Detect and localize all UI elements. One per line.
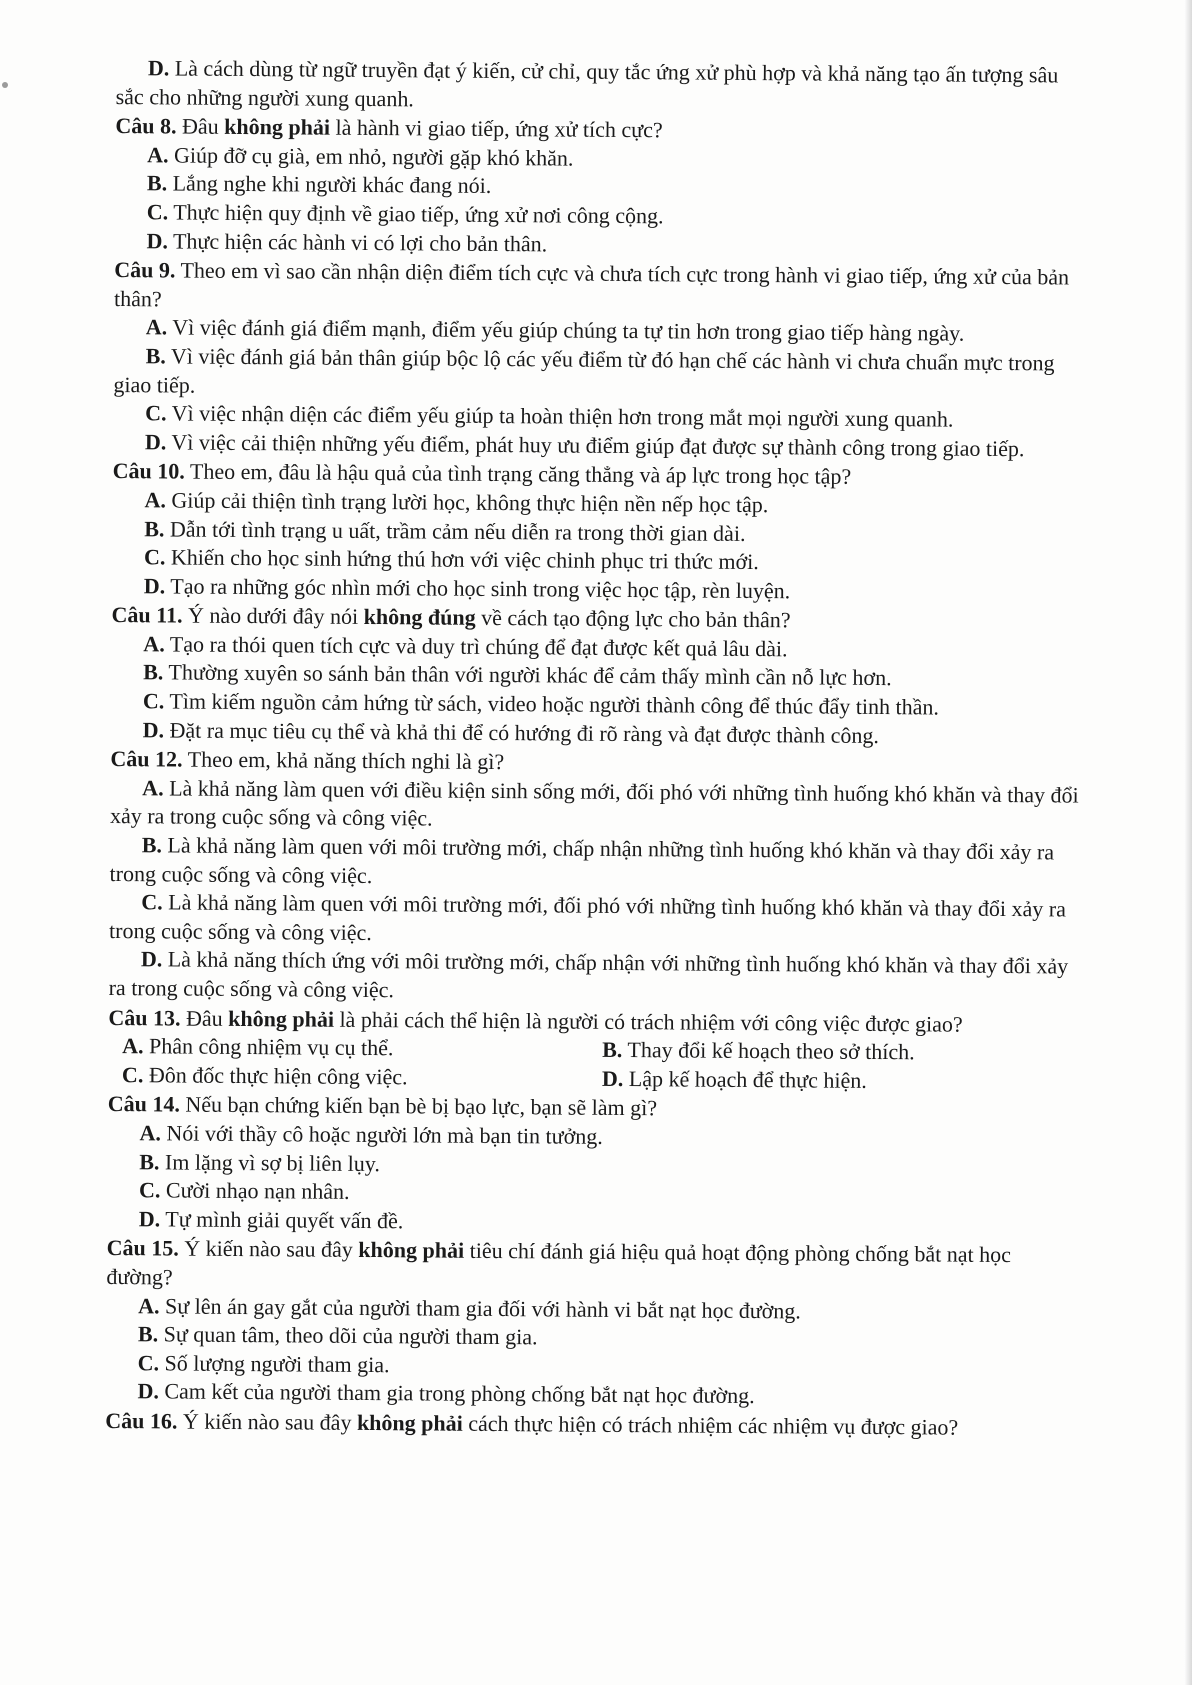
option-text: Lắng nghe khi người khác đang nói.	[167, 170, 492, 199]
option-text: Thường xuyên so sánh bản thân với người khác để cảm thấy mình cần nỗ lực hơn.	[163, 659, 892, 691]
question-label: Câu 10.	[112, 458, 185, 484]
question-label: Câu 13.	[108, 1004, 181, 1031]
question-label: Câu 16.	[105, 1407, 178, 1434]
option-letter: A.	[139, 1120, 162, 1146]
question-text-end: là phải cách thể hiện là người có trách nhiệm với công việc được giao?	[333, 1006, 963, 1037]
option-letter: D.	[147, 55, 170, 81]
option-text: Là khả năng làm quen với môi trường mới, đối phó với những tình huống khó khăn và thay đổi xảy ra trong cuộc sống và công việc.	[109, 889, 1067, 945]
option-text: Tìm kiếm nguồn cảm hứng từ sách, video hoặc người thành công để thúc đẩy tinh thần.	[164, 688, 940, 720]
option-text: Vì việc nhận diện các điểm yếu giúp ta hoàn thiện hơn trong mắt mọi người xung quanh.	[166, 400, 954, 432]
question-text-end: tiêu chí đánh giá hiệu quả hoạt động phòng chống bắt nạt học đường?	[106, 1238, 1012, 1290]
answer-option	[109, 888, 1079, 953]
answer-options	[114, 141, 1085, 263]
option-text: Khiến cho học sinh hứng thú hơn với việc chinh phục tri thức mới.	[165, 544, 759, 575]
answer-options	[113, 313, 1084, 464]
option-letter: D.	[143, 572, 166, 599]
question-emphasis: không đúng	[363, 604, 476, 631]
option-letter: C.	[141, 889, 163, 915]
question-text: Ý kiến nào sau đây	[178, 1235, 359, 1263]
question-label: Câu 12.	[110, 746, 183, 772]
option-text: Vì việc đánh giá bản thân giúp bộc lộ các yếu điểm từ đó hạn chế các hành vi chưa chuẩn mực trong giao tiếp.	[113, 343, 1055, 398]
option-text: Cười nhạo nạn nhân.	[160, 1177, 350, 1205]
option-letter: B.	[146, 170, 168, 196]
option-text: Thực hiện các hành vi có lợi cho bản thân.	[167, 227, 548, 256]
question-text: Theo em, đâu là hậu quả của tình trạng căng thẳng và áp lực trong học tập?	[184, 458, 852, 490]
option-letter: A.	[143, 631, 165, 657]
answer-options	[105, 1291, 1076, 1413]
option-text: Vì việc đánh giá điểm mạnh, điểm yếu giúp chúng ta tự tin hơn trong giao tiếp hàng ngày.	[167, 314, 965, 347]
option-text: Tạo ra những góc nhìn mới cho học sinh trong việc học tập, rèn luyện.	[165, 573, 791, 603]
question-text-end: về cách tạo động lực cho bản thân?	[475, 605, 791, 633]
answer-options	[112, 486, 1083, 608]
exam-content	[105, 54, 1086, 1443]
question-emphasis: không phải	[228, 1005, 335, 1032]
option-letter: A.	[138, 1292, 160, 1318]
option-text: Nói với thầy cô hoặc người lớn mà bạn tin tưởng.	[160, 1120, 603, 1149]
question-list	[105, 112, 1085, 1443]
option-text: Sự quan tâm, theo dõi của người tham gia.	[158, 1321, 538, 1350]
option-letter: B.	[143, 659, 164, 685]
answer-option	[110, 774, 1080, 839]
continued-option-d	[116, 54, 1086, 119]
question-10	[112, 457, 1083, 608]
question-label: Câu 9.	[114, 257, 176, 283]
option-letter: A.	[142, 775, 164, 801]
question-stem	[114, 256, 1084, 321]
option-text: Cam kết của người tham gia trong phòng chống bắt nạt học đường.	[158, 1378, 755, 1409]
question-8	[114, 112, 1085, 263]
answer-option	[122, 1032, 602, 1064]
option-text: Lập kế hoạch để thực hiện.	[623, 1065, 867, 1093]
option-text: Thực hiện quy định về giao tiếp, ứng xử nơi công cộng.	[168, 199, 664, 229]
option-letter: D.	[601, 1065, 624, 1091]
option-text: Là cách dùng từ ngữ truyền đạt ý kiến, cử chỉ, quy tắc ứng xử phù hợp và khả năng tạo ấn tượng sâu sắc cho những người xung quanh.	[115, 55, 1059, 111]
question-text: Đâu	[180, 1005, 229, 1031]
question-text: Theo em vì sao cần nhận diện điểm tích cực và chưa tích cực trong hành vi giao tiếp, ứng xử của bản thân?	[113, 257, 1070, 312]
option-letter: B.	[137, 1321, 159, 1347]
option-text: Là khả năng làm quen với môi trường mới, chấp nhận những tình huống khó khăn và thay đổi xảy ra trong cuộc sống và công việc.	[109, 832, 1055, 888]
page-edge-shadow	[1184, 0, 1192, 1685]
answer-option	[602, 1065, 1082, 1097]
option-text: Là khả năng thích ứng với môi trường mới, chấp nhận với những tình huống khó khăn và thay đổi xảy ra trong cuộc sống và công việc.	[108, 946, 1069, 1003]
question-label: Câu 14.	[107, 1091, 180, 1117]
option-text: Đôn đốc thực hiện công việc.	[143, 1062, 408, 1090]
option-letter: D.	[144, 428, 167, 455]
question-11	[111, 601, 1082, 752]
answer-options	[107, 1119, 1078, 1241]
option-letter: D.	[137, 1378, 159, 1404]
question-text: Ý kiến nào sau đây	[177, 1408, 358, 1435]
question-label: Câu 11.	[111, 602, 183, 628]
option-letter: C.	[137, 1349, 160, 1376]
question-emphasis: không phải	[358, 1237, 465, 1264]
option-letter: C.	[143, 544, 166, 570]
option-letter: D.	[142, 716, 165, 743]
question-14	[107, 1090, 1078, 1241]
option-text: Giúp đỡ cụ già, em nhỏ, người gặp khó khăn.	[168, 142, 574, 171]
option-letter: C.	[142, 688, 165, 714]
option-letter: A.	[122, 1033, 144, 1059]
question-text: Ý nào dưới đây nói	[182, 602, 364, 630]
option-letter: C.	[121, 1061, 144, 1088]
option-letter: A.	[145, 314, 168, 340]
option-letter: D.	[138, 1205, 161, 1232]
answer-option	[602, 1036, 1082, 1068]
option-letter: C.	[138, 1177, 161, 1203]
question-emphasis: không phải	[224, 114, 331, 140]
answer-option	[113, 342, 1083, 407]
option-letter: B.	[145, 343, 166, 369]
option-text: Tự mình giải quyết vấn đề.	[160, 1206, 404, 1234]
option-text: Dẫn tới tình trạng u uất, trầm cảm nếu diễn ra trong thời gian dài.	[164, 515, 746, 546]
scan-speck	[2, 82, 8, 88]
option-text: Thay đổi kế hoạch theo sở thích.	[622, 1037, 915, 1065]
answer-options	[109, 774, 1081, 1010]
option-letter: B.	[141, 832, 163, 858]
option-text: Đặt ra mục tiêu cụ thể và khả thi để có hướng đi rõ ràng và đạt được thành công.	[163, 717, 880, 748]
answer-options	[111, 630, 1082, 752]
question-text-end: là hành vi giao tiếp, ứng xử tích cực?	[329, 114, 663, 143]
option-letter: B.	[602, 1037, 623, 1063]
option-letter: D.	[140, 946, 163, 972]
option-text: Giúp cải thiện tình trạng lười học, không thực hiện nền nếp học tập.	[165, 487, 769, 518]
question-emphasis: không phải	[356, 1409, 463, 1436]
option-letter: B.	[144, 515, 165, 541]
option-letter: A.	[144, 487, 166, 513]
question-9	[113, 256, 1085, 464]
option-text: Số lượng người tham gia.	[159, 1350, 390, 1377]
answer-option	[122, 1061, 602, 1093]
option-letter: A.	[147, 142, 169, 168]
option-letter: B.	[139, 1148, 160, 1174]
question-text: Theo em, khả năng thích nghi là gì?	[182, 746, 505, 775]
question-text-end: cách thực hiện có trách nhiệm các nhiệm vụ được giao?	[462, 1410, 959, 1440]
answer-option	[109, 831, 1079, 896]
option-text: Vì việc cải thiện những yếu điểm, phát huy ưu điểm giúp đạt được sự thành công trong giao tiếp.	[166, 429, 1025, 461]
question-15	[105, 1234, 1076, 1413]
answer-option	[109, 945, 1079, 1010]
option-letter: C.	[146, 199, 169, 225]
question-13	[108, 1004, 1079, 1097]
answer-options	[108, 1032, 1078, 1097]
question-12	[109, 745, 1081, 1010]
question-label: Câu 15.	[106, 1235, 179, 1261]
question-text: Đâu	[176, 113, 225, 140]
option-text: Là khả năng làm quen với điều kiện sinh sống mới, đối phó với những tình huống khó khăn và thay đổi xảy ra trong cuộc sống và công việc.	[109, 775, 1079, 831]
option-text: Phân công nhiệm vụ cụ thể.	[143, 1033, 394, 1061]
option-text: Tạo ra thói quen tích cực và duy trì chúng để đạt được kết quả lâu dài.	[164, 631, 788, 662]
option-text: Im lặng vì sợ bị liên lụy.	[159, 1148, 381, 1176]
question-stem	[106, 1234, 1076, 1299]
question-text: Nếu bạn chứng kiến bạn bè bị bạo lực, bạn sẽ làm gì?	[179, 1091, 658, 1121]
option-letter: D.	[146, 227, 169, 253]
option-text: Sự lên án gay gắt của người tham gia đối với hành vi bắt nạt học đường.	[159, 1292, 801, 1323]
option-letter: C.	[145, 400, 167, 426]
question-label: Câu 8.	[115, 113, 177, 139]
